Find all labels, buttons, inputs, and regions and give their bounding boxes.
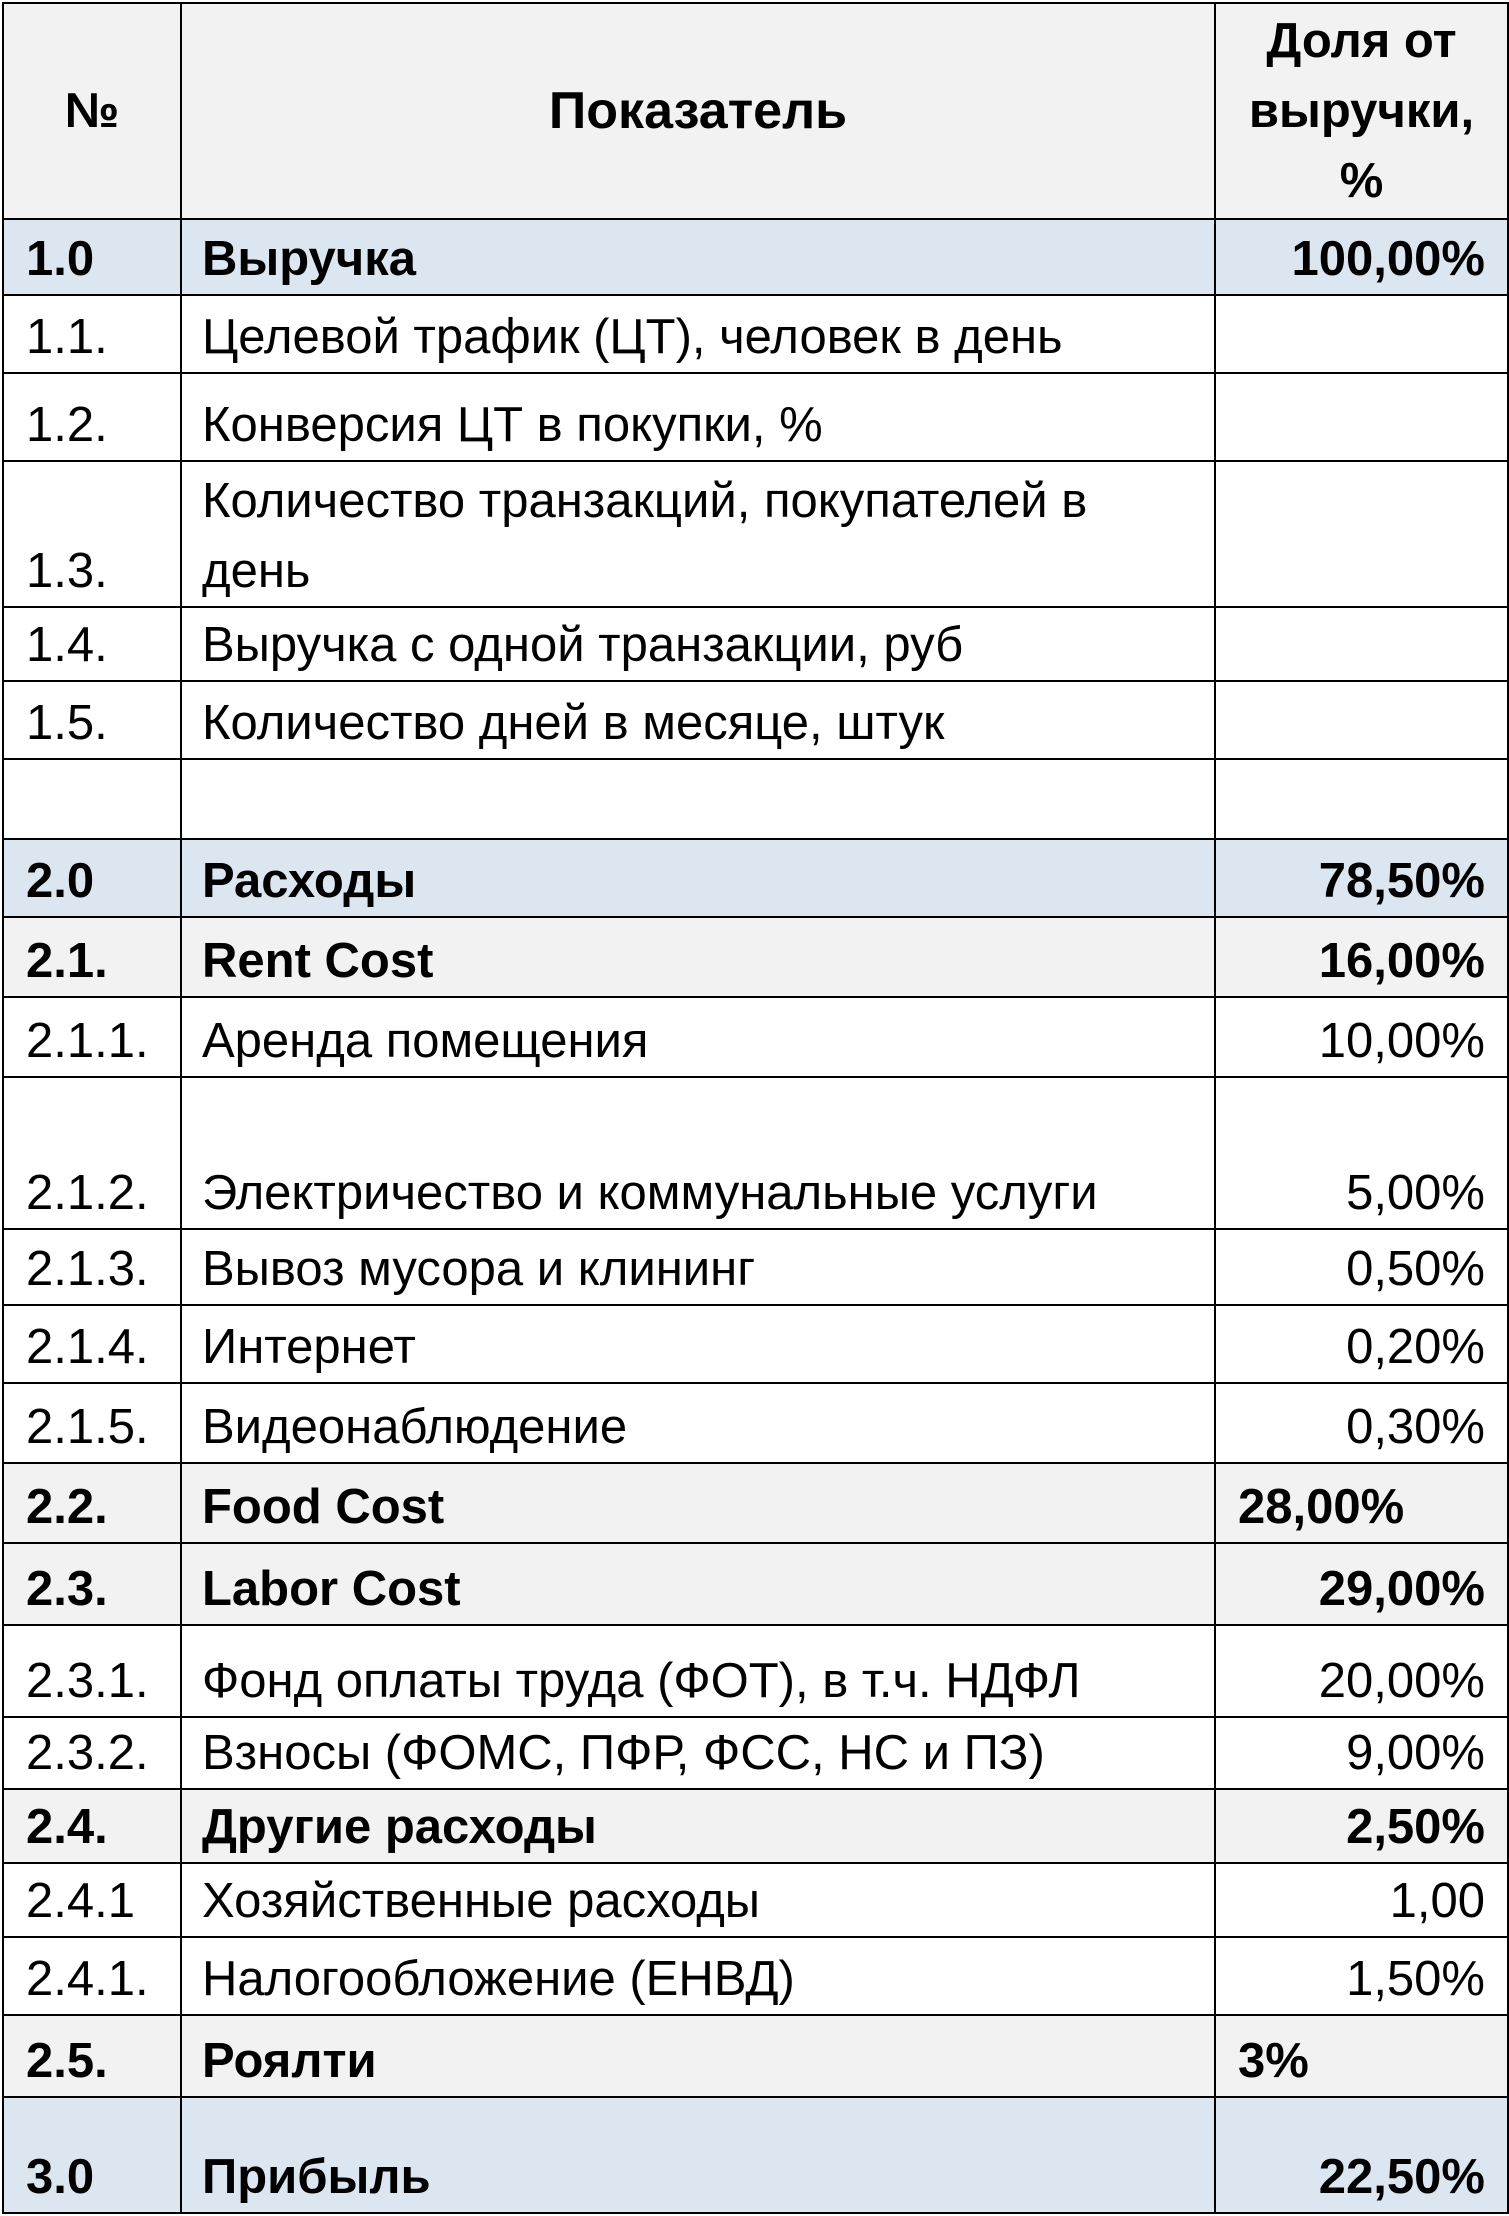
table-row [3, 373, 1508, 461]
row-share: 20,00% [1215, 1625, 1508, 1717]
row-number: 1.4. [3, 607, 181, 681]
row-share: 5,00% [1215, 1077, 1508, 1229]
row-number: 2.4.1. [3, 1937, 181, 2015]
row-share: 10,00% [1215, 997, 1508, 1077]
table-row [3, 1463, 1508, 1543]
row-name: Расходы [181, 839, 1215, 917]
row-name: Взносы (ФОМС, ПФР, ФСС, НС и ПЗ) [181, 1717, 1215, 1789]
row-share: 16,00% [1215, 917, 1508, 997]
table-row [3, 1863, 1508, 1937]
row-name: Количество дней в месяце, штук [181, 681, 1215, 759]
table-row [3, 2097, 1508, 2213]
row-number: 2.5. [3, 2015, 181, 2097]
row-number: 2.3. [3, 1543, 181, 1625]
row-name: Налогообложение (ЕНВД) [181, 1937, 1215, 2015]
header-indicator: Показатель [181, 3, 1215, 219]
row-share: 0,50% [1215, 1229, 1508, 1305]
row-share [1215, 295, 1508, 373]
row-share: 0,20% [1215, 1305, 1508, 1383]
table-row [3, 219, 1508, 295]
row-number: 2.4. [3, 1789, 181, 1863]
row-name: Хозяйственные расходы [181, 1863, 1215, 1937]
table-row [3, 1789, 1508, 1863]
table-row [3, 759, 1508, 839]
row-number: 1.5. [3, 681, 181, 759]
row-name: Вывоз мусора и клининг [181, 1229, 1215, 1305]
row-share: 78,50% [1215, 839, 1508, 917]
table-row [3, 1229, 1508, 1305]
table-row [3, 917, 1508, 997]
row-share: 28,00% [1215, 1463, 1508, 1543]
row-name: Rent Cost [181, 917, 1215, 997]
table-row [3, 997, 1508, 1077]
row-number: 2.1.2. [3, 1077, 181, 1229]
header-number: № [3, 3, 181, 219]
row-number: 2.2. [3, 1463, 181, 1543]
row-name: Видеонаблюдение [181, 1383, 1215, 1463]
row-name: Роялти [181, 2015, 1215, 2097]
row-share [1215, 461, 1508, 607]
row-share [1215, 607, 1508, 681]
table-row [3, 1937, 1508, 2015]
row-number: 2.1.4. [3, 1305, 181, 1383]
row-name: Выручка с одной транзакции, руб [181, 607, 1215, 681]
row-share [1215, 759, 1508, 839]
row-share: 0,30% [1215, 1383, 1508, 1463]
table-row [3, 1305, 1508, 1383]
row-name: Прибыль [181, 2097, 1215, 2213]
row-name: Food Cost [181, 1463, 1215, 1543]
row-name: Количество транзакций, покупателей в день [181, 461, 1215, 607]
row-name: Аренда помещения [181, 997, 1215, 1077]
pnl-table [2, 2, 1509, 2214]
row-share [1215, 681, 1508, 759]
row-number: 2.1.1. [3, 997, 181, 1077]
row-share: 22,50% [1215, 2097, 1508, 2213]
row-number: 2.0 [3, 839, 181, 917]
row-number: 2.1.5. [3, 1383, 181, 1463]
row-number: 1.2. [3, 373, 181, 461]
row-name: Выручка [181, 219, 1215, 295]
table-row [3, 1543, 1508, 1625]
row-number [3, 759, 181, 839]
row-share [1215, 373, 1508, 461]
row-share: 100,00% [1215, 219, 1508, 295]
row-number: 2.1.3. [3, 1229, 181, 1305]
table-row [3, 1077, 1508, 1229]
table-row [3, 607, 1508, 681]
row-number: 2.4.1 [3, 1863, 181, 1937]
row-name: Другие расходы [181, 1789, 1215, 1863]
table-row [3, 1717, 1508, 1789]
table-row [3, 839, 1508, 917]
row-share: 3% [1215, 2015, 1508, 2097]
row-name: Labor Cost [181, 1543, 1215, 1625]
row-name [181, 759, 1215, 839]
table-row [3, 681, 1508, 759]
row-share: 9,00% [1215, 1717, 1508, 1789]
row-number: 2.1. [3, 917, 181, 997]
row-number: 1.1. [3, 295, 181, 373]
row-share: 2,50% [1215, 1789, 1508, 1863]
row-name: Целевой трафик (ЦТ), человек в день [181, 295, 1215, 373]
table-row [3, 295, 1508, 373]
row-number: 2.3.1. [3, 1625, 181, 1717]
row-number: 2.3.2. [3, 1717, 181, 1789]
table-row [3, 461, 1508, 607]
row-number: 1.0 [3, 219, 181, 295]
row-name: Интернет [181, 1305, 1215, 1383]
table-row [3, 1383, 1508, 1463]
table-row [3, 1625, 1508, 1717]
row-share: 1,00 [1215, 1863, 1508, 1937]
row-share: 29,00% [1215, 1543, 1508, 1625]
row-number: 3.0 [3, 2097, 181, 2213]
row-name: Электричество и коммунальные услуги [181, 1077, 1215, 1229]
header-share: Доля от выручки, % [1215, 3, 1508, 219]
row-name: Фонд оплаты труда (ФОТ), в т.ч. НДФЛ [181, 1625, 1215, 1717]
row-name: Конверсия ЦТ в покупки, % [181, 373, 1215, 461]
row-share: 1,50% [1215, 1937, 1508, 2015]
header-row [3, 3, 1508, 219]
table-row [3, 2015, 1508, 2097]
row-number: 1.3. [3, 461, 181, 607]
